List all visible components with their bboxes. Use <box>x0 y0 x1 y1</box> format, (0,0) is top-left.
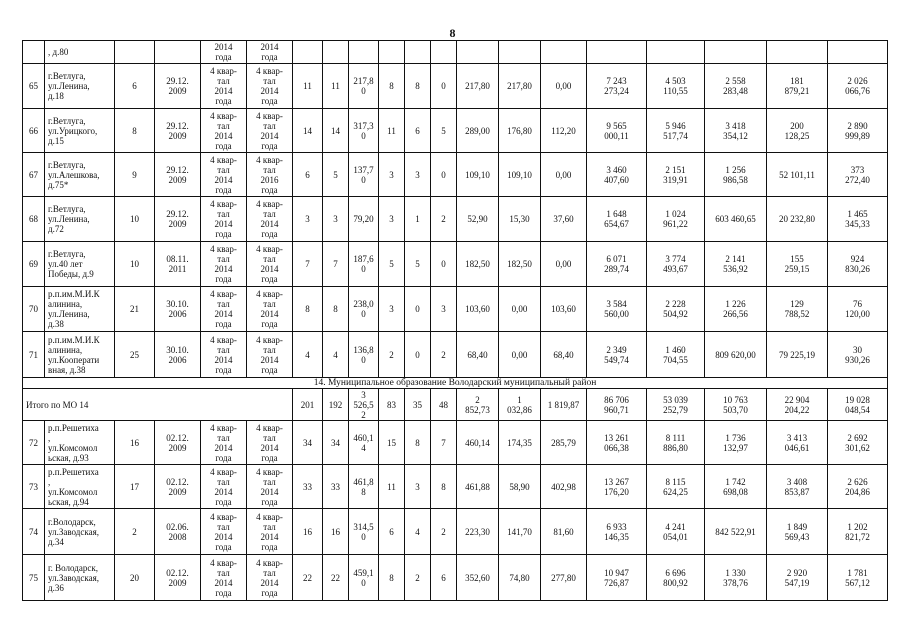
date-cell: 30.10. 2006 <box>155 332 201 378</box>
c16-cell: 2 349 549,74 <box>587 332 647 378</box>
planned-period-cell: 4 квар- тал 2014 года <box>201 509 247 555</box>
address-cell: г.Ветлуга, ул.Ленина, д.72 <box>45 197 115 242</box>
c10-cell: 8 <box>379 64 405 109</box>
address-cell: г.Ветлуга, ул.40 лет Победы, д.9 <box>45 242 115 287</box>
c19-cell: 1 849 569,43 <box>767 509 828 555</box>
c9-cell: 217,8 0 <box>349 64 379 109</box>
c17-cell: 2 151 319,91 <box>647 153 705 197</box>
total-c11-cell: 35 <box>405 389 431 421</box>
c8-cell: 22 <box>323 555 349 601</box>
planned-period-cell: 4 квар- тал 2014 года <box>201 332 247 378</box>
address-cell: г.Ветлуга, ул.Алешкова, д.75* <box>45 153 115 197</box>
c15-cell: 103,60 <box>541 287 587 332</box>
planned-period-cell: 4 квар- тал 2014 года <box>201 109 247 153</box>
c18-cell: 809 620,00 <box>705 332 767 378</box>
c14-cell: 176,80 <box>499 109 541 153</box>
c17-cell: 8 111 886,80 <box>647 421 705 465</box>
c9-cell: 314,5 0 <box>349 509 379 555</box>
actual-period-cell: 4 квар- тал 2014 года <box>247 109 293 153</box>
c7-cell: 3 <box>293 197 323 242</box>
c19-cell: 129 788,52 <box>767 287 828 332</box>
row-number-cell: 71 <box>23 332 45 378</box>
planned-period-cell: 4 квар- тал 2014 года <box>201 197 247 242</box>
data-table <box>22 40 888 601</box>
row-number-cell <box>23 41 45 64</box>
row-number-cell: 66 <box>23 109 45 153</box>
c7-cell: 8 <box>293 287 323 332</box>
c15-cell: 0,00 <box>541 64 587 109</box>
row-number-cell: 72 <box>23 421 45 465</box>
total-c12-cell: 48 <box>431 389 457 421</box>
c10-cell: 3 <box>379 153 405 197</box>
c11-cell: 3 <box>405 153 431 197</box>
c12-cell: 8 <box>431 465 457 509</box>
c8-cell: 7 <box>323 242 349 287</box>
c10-cell: 3 <box>379 287 405 332</box>
c13-cell: 460,14 <box>457 421 499 465</box>
c12-cell: 5 <box>431 109 457 153</box>
actual-period-cell: 4 квар- тал 2014 года <box>247 421 293 465</box>
table-row <box>23 287 888 332</box>
date-cell: 02.12. 2009 <box>155 555 201 601</box>
year-cell: 20 <box>115 555 155 601</box>
address-cell: г.Ветлуга, ул.Ленина, д.18 <box>45 64 115 109</box>
c8-cell: 34 <box>323 421 349 465</box>
address-cell: р.п.Решетиха , ул.Комсомол ьская, д.94 <box>45 465 115 509</box>
cell-empty <box>457 41 499 64</box>
c11-cell: 0 <box>405 332 431 378</box>
table-row <box>23 64 888 109</box>
c18-cell: 1 256 986,58 <box>705 153 767 197</box>
c8-cell: 11 <box>323 64 349 109</box>
table-row <box>23 197 888 242</box>
c8-cell: 5 <box>323 153 349 197</box>
c12-cell: 0 <box>431 153 457 197</box>
c14-cell: 15,30 <box>499 197 541 242</box>
planned-period-cell: 4 квар- тал 2014 года <box>201 242 247 287</box>
date-cell: 29.12. 2009 <box>155 109 201 153</box>
c18-cell: 1 330 378,76 <box>705 555 767 601</box>
c15-cell: 277,80 <box>541 555 587 601</box>
c10-cell: 6 <box>379 509 405 555</box>
c17-cell: 4 241 054,01 <box>647 509 705 555</box>
section-title: 14. Муниципальное образование Володарский муниципальный район <box>23 378 888 389</box>
c19-cell: 181 879,21 <box>767 64 828 109</box>
c9-cell: 79,20 <box>349 197 379 242</box>
c20-cell: 1 781 567,12 <box>828 555 888 601</box>
actual-period-cell: 4 квар- тал 2014 года <box>247 242 293 287</box>
year-cell: 2 <box>115 509 155 555</box>
c7-cell: 11 <box>293 64 323 109</box>
cell-empty <box>647 41 705 64</box>
c14-cell: 0,00 <box>499 332 541 378</box>
table-row <box>23 109 888 153</box>
c12-cell: 3 <box>431 287 457 332</box>
c10-cell: 11 <box>379 109 405 153</box>
cell-empty <box>349 41 379 64</box>
address-cell: р.п.им.М.И.К алинина, ул.Ленина, д.38 <box>45 287 115 332</box>
total-c17-cell: 53 039 252,79 <box>647 389 705 421</box>
c7-cell: 7 <box>293 242 323 287</box>
c12-cell: 6 <box>431 555 457 601</box>
c14-cell: 174,35 <box>499 421 541 465</box>
c11-cell: 8 <box>405 64 431 109</box>
c17-cell: 1 024 961,22 <box>647 197 705 242</box>
c8-cell: 16 <box>323 509 349 555</box>
c14-cell: 0,00 <box>499 287 541 332</box>
c16-cell: 6 071 289,74 <box>587 242 647 287</box>
cell-empty <box>323 41 349 64</box>
c15-cell: 0,00 <box>541 153 587 197</box>
c12-cell: 2 <box>431 509 457 555</box>
c10-cell: 2 <box>379 332 405 378</box>
actual-period-cell: 4 квар- тал 2014 года <box>247 465 293 509</box>
c11-cell: 4 <box>405 509 431 555</box>
c15-cell: 68,40 <box>541 332 587 378</box>
c11-cell: 6 <box>405 109 431 153</box>
cell-empty <box>499 41 541 64</box>
c15-cell: 402,98 <box>541 465 587 509</box>
table-row <box>23 421 888 465</box>
c16-cell: 7 243 273,24 <box>587 64 647 109</box>
c8-cell: 3 <box>323 197 349 242</box>
total-c14-cell: 1 032,86 <box>499 389 541 421</box>
c17-cell: 6 696 800,92 <box>647 555 705 601</box>
c15-cell: 112,20 <box>541 109 587 153</box>
c17-cell: 5 946 517,74 <box>647 109 705 153</box>
table-row <box>23 509 888 555</box>
address-cell: г.Володарск, ул.Заводская, д.34 <box>45 509 115 555</box>
planned-period-cell: 4 квар- тал 2014 года <box>201 465 247 509</box>
row-number-cell: 74 <box>23 509 45 555</box>
c7-cell: 33 <box>293 465 323 509</box>
c13-cell: 182,50 <box>457 242 499 287</box>
date-cell: 02.06. 2008 <box>155 509 201 555</box>
c18-cell: 1 742 698,08 <box>705 465 767 509</box>
c16-cell: 1 648 654,67 <box>587 197 647 242</box>
row-number-cell: 73 <box>23 465 45 509</box>
actual-period-cell: 4 квар- тал 2014 года <box>247 555 293 601</box>
c7-cell: 22 <box>293 555 323 601</box>
total-c20-cell: 19 028 048,54 <box>828 389 888 421</box>
page-number: 8 <box>449 26 456 40</box>
c15-cell: 285,79 <box>541 421 587 465</box>
actual-period-cell: 4 квар- тал 2014 года <box>247 197 293 242</box>
year-cell: 21 <box>115 287 155 332</box>
c12-cell: 0 <box>431 64 457 109</box>
address-cell: р.п.Решетиха , ул.Комсомол ьская, д.93 <box>45 421 115 465</box>
c20-cell: 1 202 821,72 <box>828 509 888 555</box>
total-c9-cell: 3 526,5 2 <box>349 389 379 421</box>
c11-cell: 5 <box>405 242 431 287</box>
cell-empty <box>379 41 405 64</box>
c10-cell: 11 <box>379 465 405 509</box>
total-c13-cell: 2 852,73 <box>457 389 499 421</box>
c10-cell: 8 <box>379 555 405 601</box>
year-cell: 8 <box>115 109 155 153</box>
cell-empty <box>541 41 587 64</box>
c10-cell: 5 <box>379 242 405 287</box>
c13-cell: 223,30 <box>457 509 499 555</box>
c18-cell: 2 558 283,48 <box>705 64 767 109</box>
section-row <box>23 378 888 389</box>
row-number-cell: 75 <box>23 555 45 601</box>
c19-cell: 3 408 853,87 <box>767 465 828 509</box>
c8-cell: 8 <box>323 287 349 332</box>
table-row-partial <box>23 41 888 64</box>
c13-cell: 109,10 <box>457 153 499 197</box>
c8-cell: 14 <box>323 109 349 153</box>
year-cell: 10 <box>115 197 155 242</box>
c13-cell: 217,80 <box>457 64 499 109</box>
planned-period-cell: 4 квар- тал 2014 года <box>201 153 247 197</box>
table-row <box>23 242 888 287</box>
year-cell: 17 <box>115 465 155 509</box>
c20-cell: 76 120,00 <box>828 287 888 332</box>
c17-cell: 2 228 504,92 <box>647 287 705 332</box>
c7-cell: 6 <box>293 153 323 197</box>
planned-period-cell: 4 квар- тал 2014 года <box>201 287 247 332</box>
c9-cell: 317,3 0 <box>349 109 379 153</box>
table-row <box>23 332 888 378</box>
cell-empty <box>405 41 431 64</box>
date-cell: 29.12. 2009 <box>155 153 201 197</box>
actual-period-cell: 2014 года <box>247 41 293 64</box>
row-number-cell: 65 <box>23 64 45 109</box>
cell-empty <box>828 41 888 64</box>
c9-cell: 461,8 8 <box>349 465 379 509</box>
total-c10-cell: 83 <box>379 389 405 421</box>
c14-cell: 217,80 <box>499 64 541 109</box>
c13-cell: 68,40 <box>457 332 499 378</box>
row-number-cell: 68 <box>23 197 45 242</box>
c13-cell: 461,88 <box>457 465 499 509</box>
c14-cell: 141,70 <box>499 509 541 555</box>
c7-cell: 14 <box>293 109 323 153</box>
c19-cell: 79 225,19 <box>767 332 828 378</box>
c16-cell: 3 460 407,60 <box>587 153 647 197</box>
c20-cell: 373 272,40 <box>828 153 888 197</box>
address-cell: , д.80 <box>45 41 115 64</box>
row-number-cell: 70 <box>23 287 45 332</box>
cell-empty <box>767 41 828 64</box>
table-row <box>23 555 888 601</box>
c20-cell: 2 626 204,86 <box>828 465 888 509</box>
c15-cell: 37,60 <box>541 197 587 242</box>
row-number-cell: 69 <box>23 242 45 287</box>
c8-cell: 33 <box>323 465 349 509</box>
c15-cell: 81,60 <box>541 509 587 555</box>
c13-cell: 103,60 <box>457 287 499 332</box>
c9-cell: 137,7 0 <box>349 153 379 197</box>
table-row <box>23 153 888 197</box>
c19-cell: 200 128,25 <box>767 109 828 153</box>
c11-cell: 1 <box>405 197 431 242</box>
c18-cell: 2 141 536,92 <box>705 242 767 287</box>
year-cell: 6 <box>115 64 155 109</box>
c19-cell: 52 101,11 <box>767 153 828 197</box>
planned-period-cell: 4 квар- тал 2014 года <box>201 64 247 109</box>
c14-cell: 182,50 <box>499 242 541 287</box>
date-cell: 02.12. 2009 <box>155 465 201 509</box>
planned-period-cell: 4 квар- тал 2014 года <box>201 555 247 601</box>
c12-cell: 0 <box>431 242 457 287</box>
c19-cell: 3 413 046,61 <box>767 421 828 465</box>
c8-cell: 4 <box>323 332 349 378</box>
c20-cell: 2 692 301,62 <box>828 421 888 465</box>
c20-cell: 30 930,26 <box>828 332 888 378</box>
row-number-cell: 67 <box>23 153 45 197</box>
cell-empty <box>155 41 201 64</box>
c18-cell: 1 736 132,97 <box>705 421 767 465</box>
c9-cell: 238,0 0 <box>349 287 379 332</box>
actual-period-cell: 4 квар- тал 2014 года <box>247 287 293 332</box>
c17-cell: 8 115 624,25 <box>647 465 705 509</box>
c7-cell: 16 <box>293 509 323 555</box>
year-cell: 16 <box>115 421 155 465</box>
c20-cell: 1 465 345,33 <box>828 197 888 242</box>
date-cell: 02.12. 2009 <box>155 421 201 465</box>
cell-empty <box>587 41 647 64</box>
cell-empty <box>431 41 457 64</box>
c18-cell: 1 226 266,56 <box>705 287 767 332</box>
c16-cell: 13 261 066,38 <box>587 421 647 465</box>
c9-cell: 460,1 4 <box>349 421 379 465</box>
c11-cell: 2 <box>405 555 431 601</box>
address-cell: р.п.им.М.И.К алинина, ул.Кооперати вная, д.38 <box>45 332 115 378</box>
c13-cell: 352,60 <box>457 555 499 601</box>
c9-cell: 136,8 0 <box>349 332 379 378</box>
c19-cell: 2 920 547,19 <box>767 555 828 601</box>
total-label: Итого по МО 14 <box>23 389 293 421</box>
c16-cell: 6 933 146,35 <box>587 509 647 555</box>
c16-cell: 3 584 560,00 <box>587 287 647 332</box>
address-cell: г. Володарск, ул.Заводская, д.36 <box>45 555 115 601</box>
c16-cell: 10 947 726,87 <box>587 555 647 601</box>
c15-cell: 0,00 <box>541 242 587 287</box>
total-c8-cell: 192 <box>323 389 349 421</box>
planned-period-cell: 4 квар- тал 2014 года <box>201 421 247 465</box>
year-cell: 25 <box>115 332 155 378</box>
date-cell: 29.12. 2009 <box>155 64 201 109</box>
cell-empty <box>115 41 155 64</box>
actual-period-cell: 4 квар- тал 2014 года <box>247 64 293 109</box>
c10-cell: 3 <box>379 197 405 242</box>
date-cell: 30.10. 2006 <box>155 287 201 332</box>
c18-cell: 3 418 354,12 <box>705 109 767 153</box>
actual-period-cell: 4 квар- тал 2016 года <box>247 153 293 197</box>
cell-empty <box>293 41 323 64</box>
date-cell: 29.12. 2009 <box>155 197 201 242</box>
c17-cell: 4 503 110,55 <box>647 64 705 109</box>
c11-cell: 3 <box>405 465 431 509</box>
planned-period-cell: 2014 года <box>201 41 247 64</box>
total-row <box>23 389 888 421</box>
total-c15-cell: 1 819,87 <box>541 389 587 421</box>
c12-cell: 2 <box>431 197 457 242</box>
total-c18-cell: 10 763 503,70 <box>705 389 767 421</box>
c11-cell: 8 <box>405 421 431 465</box>
c9-cell: 459,1 0 <box>349 555 379 601</box>
total-c19-cell: 22 904 204,22 <box>767 389 828 421</box>
actual-period-cell: 4 квар- тал 2014 года <box>247 509 293 555</box>
c17-cell: 1 460 704,55 <box>647 332 705 378</box>
c16-cell: 13 267 176,20 <box>587 465 647 509</box>
table-row <box>23 465 888 509</box>
c14-cell: 109,10 <box>499 153 541 197</box>
actual-period-cell: 4 квар- тал 2014 года <box>247 332 293 378</box>
c7-cell: 34 <box>293 421 323 465</box>
total-c16-cell: 86 706 960,71 <box>587 389 647 421</box>
c20-cell: 2 026 066,76 <box>828 64 888 109</box>
c13-cell: 289,00 <box>457 109 499 153</box>
c10-cell: 15 <box>379 421 405 465</box>
c14-cell: 74,80 <box>499 555 541 601</box>
c18-cell: 842 522,91 <box>705 509 767 555</box>
c20-cell: 2 890 999,89 <box>828 109 888 153</box>
date-cell: 08.11. 2011 <box>155 242 201 287</box>
total-c7-cell: 201 <box>293 389 323 421</box>
c14-cell: 58,90 <box>499 465 541 509</box>
c18-cell: 603 460,65 <box>705 197 767 242</box>
c13-cell: 52,90 <box>457 197 499 242</box>
c12-cell: 2 <box>431 332 457 378</box>
c11-cell: 0 <box>405 287 431 332</box>
c12-cell: 7 <box>431 421 457 465</box>
year-cell: 9 <box>115 153 155 197</box>
cell-empty <box>705 41 767 64</box>
year-cell: 10 <box>115 242 155 287</box>
c9-cell: 187,6 0 <box>349 242 379 287</box>
c19-cell: 20 232,80 <box>767 197 828 242</box>
c7-cell: 4 <box>293 332 323 378</box>
c17-cell: 3 774 493,67 <box>647 242 705 287</box>
c19-cell: 155 259,15 <box>767 242 828 287</box>
c20-cell: 924 830,26 <box>828 242 888 287</box>
address-cell: г.Ветлуга, ул.Урицкого, д.15 <box>45 109 115 153</box>
c16-cell: 9 565 000,11 <box>587 109 647 153</box>
